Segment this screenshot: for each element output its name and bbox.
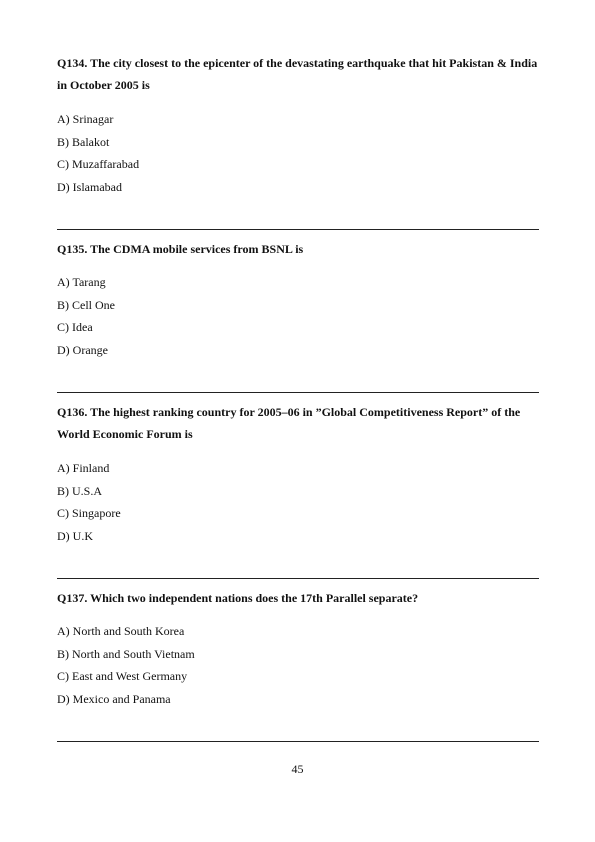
option-c: C) Muzaffarabad (57, 157, 140, 171)
option-a: A) North and South Korea (57, 624, 185, 638)
question-text: Q137. Which two independent nations does the 17th Parallel separate? (57, 591, 419, 605)
question-text: Q136. The highest ranking country for 2005–06 in ”Global Competitiveness Report” of the World Economic Forum is (57, 405, 521, 441)
option-b: B) U.S.A (57, 483, 103, 498)
answer-options (57, 457, 539, 547)
option-d: D) Mexico and Panama (57, 691, 171, 706)
question-q135 (57, 238, 539, 361)
separator-line (57, 229, 539, 230)
option-a: A) Finland (57, 461, 110, 475)
option-d: D) Orange (57, 342, 108, 357)
question-text: Q134. The city closest to the epicenter of the devastating earthquake that hit Pakistan & India in October 2005 is (57, 56, 538, 92)
page-number: 45 (291, 762, 304, 776)
option-a: A) Tarang (57, 275, 106, 289)
question-q137 (57, 587, 539, 710)
option-d: D) U.K (57, 528, 93, 543)
option-b: B) Balakot (57, 134, 110, 149)
separator-line (57, 578, 539, 579)
separator-line (57, 741, 539, 742)
option-c: C) East and West Germany (57, 669, 188, 683)
answer-options (57, 620, 539, 710)
option-b: B) North and South Vietnam (57, 646, 195, 661)
option-c: C) Singapore (57, 506, 121, 520)
question-q134 (57, 52, 539, 198)
answer-options (57, 108, 539, 198)
question-text: Q135. The CDMA mobile services from BSNL is (57, 242, 304, 256)
option-a: A) Srinagar (57, 112, 114, 126)
separator-line (57, 392, 539, 393)
answer-options (57, 271, 539, 361)
option-d: D) Islamabad (57, 179, 122, 194)
option-c: C) Idea (57, 320, 93, 334)
option-b: B) Cell One (57, 297, 115, 312)
question-q136 (57, 401, 539, 547)
